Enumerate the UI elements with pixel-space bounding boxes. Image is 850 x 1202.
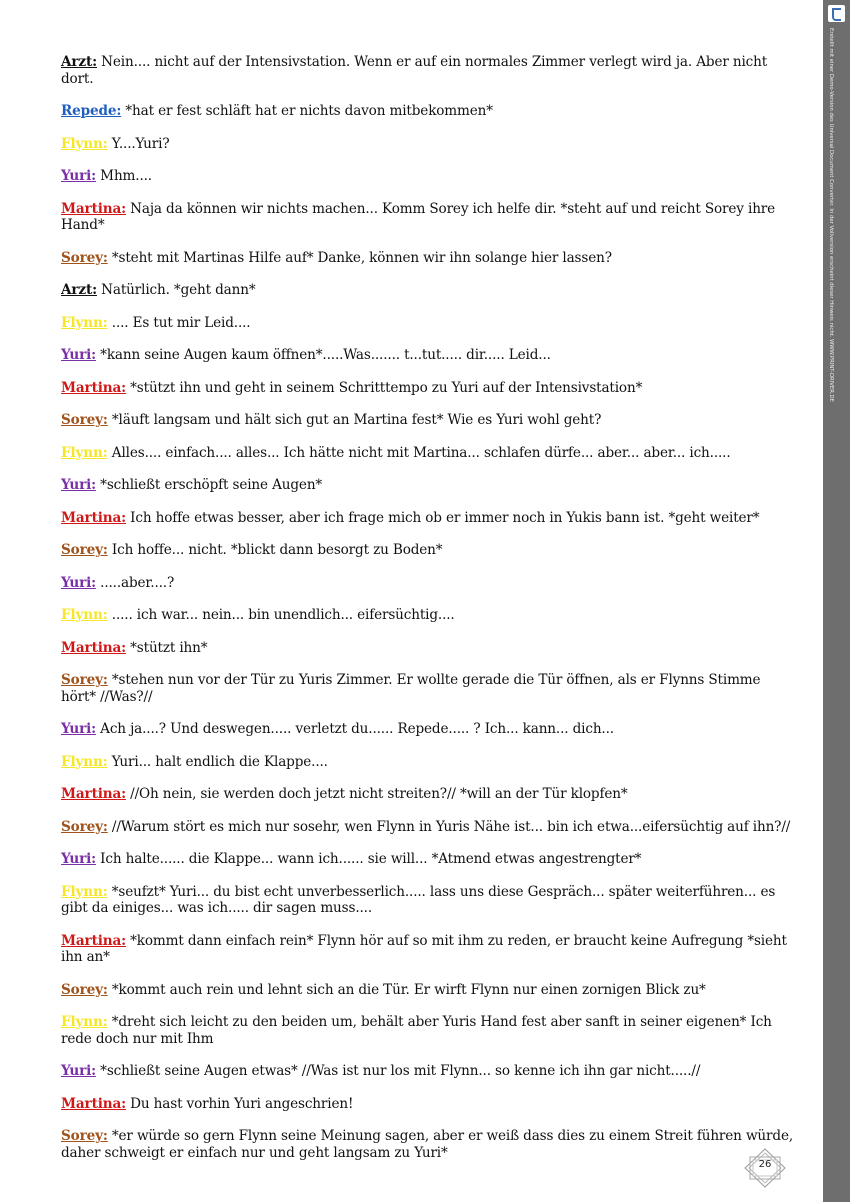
speaker-name: Sorey: bbox=[61, 412, 108, 428]
dialogue-line bbox=[61, 819, 796, 836]
dialogue-text: *stützt ihn und geht in seinem Schritttempo zu Yuri auf der Intensivstation* bbox=[130, 379, 643, 396]
dialogue-line bbox=[61, 510, 796, 527]
speaker-name: Martina: bbox=[61, 379, 126, 396]
dialogue-line bbox=[61, 477, 796, 494]
dialogue-text: *steht mit Martinas Hilfe auf* Danke, können wir ihn solange hier lassen? bbox=[111, 249, 612, 266]
speaker-name: Repede: bbox=[61, 103, 122, 119]
speaker-name: Flynn: bbox=[61, 444, 108, 461]
dialogue-text: //Warum stört es mich nur sosehr, wen Flynn in Yuris Nähe ist... bin ich etwa...eifersüchtig auf ihn?// bbox=[111, 818, 791, 835]
dialogue-line bbox=[61, 982, 796, 999]
dialogue-line bbox=[61, 640, 796, 657]
dialogue-text: ..... ich war... nein... bin unendlich... eifersüchtig.... bbox=[111, 607, 455, 623]
dialogue-text: //Oh nein, sie werden doch jetzt nicht streiten?// *will an der Tür klopfen* bbox=[130, 786, 628, 802]
dialogue-line bbox=[61, 168, 796, 185]
page-number: 26 bbox=[758, 1159, 772, 1170]
dialogue-line bbox=[61, 851, 796, 868]
dialogue-text: *seufzt* Yuri... du bist echt unverbesserlich..... lass uns diese Gespräch... später weiterführen... es gibt da einiges... was ich..... dir sagen muss.... bbox=[61, 883, 776, 916]
speaker-name: Flynn: bbox=[61, 607, 108, 623]
dialogue-text: *schließt seine Augen etwas* //Was ist nur los mit Flynn... so kenne ich ihn gar nicht.....// bbox=[100, 1063, 701, 1079]
dialogue-line bbox=[61, 754, 796, 771]
dialogue-text: Ach ja....? Und deswegen..... verletzt du...... Repede..... ? Ich... kann... dich... bbox=[100, 721, 614, 737]
speaker-name: Martina: bbox=[61, 786, 126, 802]
speaker-name: Sorey: bbox=[61, 1128, 108, 1144]
dialogue-line bbox=[61, 445, 796, 462]
dialogue-text: *schließt erschöpft seine Augen* bbox=[100, 477, 323, 493]
dialogue-line bbox=[61, 1063, 796, 1080]
dialogue-text: *er würde so gern Flynn seine Meinung sagen, aber er weiß dass dies zu einem Streit führen würde, daher schweigt er einfach nur und geht langsam zu Yuri* bbox=[61, 1128, 794, 1161]
speaker-name: Martina: bbox=[61, 639, 126, 656]
dialogue-text: Ich hoffe etwas besser, aber ich frage mich ob er immer noch in Yukis bann ist. *geht weiter* bbox=[130, 509, 760, 526]
demo-notice: Erstellt mit einer Demo-Version des Universal Document Converter. In der Vollversion erscheint dieser Hinweis nicht. WWW.PRINT-DRIVER.DE bbox=[828, 28, 834, 402]
converter-logo-icon bbox=[828, 5, 845, 22]
speaker-name: Sorey: bbox=[61, 672, 108, 688]
speaker-name: Martina: bbox=[61, 200, 126, 217]
speaker-name: Flynn: bbox=[61, 135, 108, 152]
speaker-name: Arzt: bbox=[61, 54, 97, 70]
dialogue-text: *dreht sich leicht zu den beiden um, behält aber Yuris Hand fest aber sanft in seiner eigenen* Ich rede doch nur mit Ihm bbox=[61, 1014, 772, 1047]
dialogue-text: .... Es tut mir Leid.... bbox=[111, 314, 251, 331]
dialogue-text: Natürlich. *geht dann* bbox=[101, 282, 256, 298]
speaker-name: Martina: bbox=[61, 1095, 126, 1112]
dialogue-line bbox=[61, 103, 796, 120]
dialogue-text: Y....Yuri? bbox=[111, 135, 170, 152]
dialogue-line bbox=[61, 136, 796, 153]
dialogue-text: *kommt auch rein und lehnt sich an die Tür. Er wirft Flynn nur einen zornigen Blick zu* bbox=[111, 981, 706, 998]
dialogue-line bbox=[61, 201, 796, 234]
dialogue-line bbox=[61, 721, 796, 738]
dialogue-text: Mhm.... bbox=[100, 168, 152, 184]
speaker-name: Yuri: bbox=[61, 721, 96, 737]
speaker-name: Yuri: bbox=[61, 1063, 96, 1079]
dialogue-line bbox=[61, 250, 796, 267]
dialogue-text: Ich hoffe... nicht. *blickt dann besorgt zu Boden* bbox=[111, 542, 443, 558]
dialogue-line bbox=[61, 315, 796, 332]
dialogue-content bbox=[61, 54, 796, 1177]
dialogue-line bbox=[61, 884, 796, 917]
dialogue-line bbox=[61, 1014, 796, 1047]
dialogue-line bbox=[61, 1128, 796, 1161]
dialogue-text: *stützt ihn* bbox=[130, 639, 208, 656]
converter-sidebar bbox=[823, 0, 850, 1202]
dialogue-line bbox=[61, 542, 796, 559]
dialogue-line bbox=[61, 607, 796, 624]
dialogue-text: Naja da können wir nichts machen... Komm Sorey ich helfe dir. *steht auf und reicht Sorey ihre Hand* bbox=[61, 200, 776, 233]
dialogue-line bbox=[61, 933, 796, 966]
dialogue-line bbox=[61, 575, 796, 592]
dialogue-text: *hat er fest schläft hat er nichts davon mitbekommen* bbox=[125, 103, 493, 119]
dialogue-text: Du hast vorhin Yuri angeschrien! bbox=[130, 1095, 354, 1112]
speaker-name: Flynn: bbox=[61, 753, 108, 770]
speaker-name: Martina: bbox=[61, 509, 126, 526]
speaker-name: Yuri: bbox=[61, 574, 96, 591]
dialogue-line bbox=[61, 672, 796, 705]
dialogue-line bbox=[61, 54, 796, 87]
speaker-name: Sorey: bbox=[61, 818, 108, 835]
dialogue-text: Yuri... halt endlich die Klappe.... bbox=[111, 753, 328, 770]
dialogue-text: Nein.... nicht auf der Intensivstation. Wenn er auf ein normales Zimmer verlegt wird ja. Aber nicht dort. bbox=[61, 54, 768, 87]
dialogue-text: Alles.... einfach.... alles... Ich hätte nicht mit Martina... schlafen dürfe... aber... aber... ich..... bbox=[111, 444, 731, 461]
speaker-name: Flynn: bbox=[61, 883, 108, 900]
dialogue-text: *stehen nun vor der Tür zu Yuris Zimmer. Er wollte gerade die Tür öffnen, als er Flynns Stimme hört* //Was?// bbox=[61, 672, 761, 705]
dialogue-text: .....aber....? bbox=[100, 574, 175, 591]
dialogue-text: *läuft langsam und hält sich gut an Martina fest* Wie es Yuri wohl geht? bbox=[111, 412, 602, 428]
speaker-name: Yuri: bbox=[61, 168, 96, 184]
dialogue-text: *kann seine Augen kaum öffnen*.....Was....... t...tut..... dir..... Leid... bbox=[100, 347, 551, 363]
speaker-name: Yuri: bbox=[61, 851, 96, 867]
dialogue-line bbox=[61, 347, 796, 364]
dialogue-line bbox=[61, 282, 796, 299]
speaker-name: Arzt: bbox=[61, 282, 97, 298]
dialogue-line bbox=[61, 412, 796, 429]
speaker-name: Flynn: bbox=[61, 1014, 108, 1030]
speaker-name: Sorey: bbox=[61, 249, 108, 266]
dialogue-line bbox=[61, 1096, 796, 1113]
speaker-name: Martina: bbox=[61, 932, 126, 949]
dialogue-text: Ich halte...... die Klappe... wann ich...... sie will... *Atmend etwas angestrengter* bbox=[100, 851, 642, 867]
dialogue-line bbox=[61, 380, 796, 397]
page-number-badge bbox=[744, 1148, 786, 1188]
speaker-name: Flynn: bbox=[61, 314, 108, 331]
speaker-name: Yuri: bbox=[61, 347, 96, 363]
dialogue-text: *kommt dann einfach rein* Flynn hör auf so mit ihm zu reden, er braucht keine Aufregung *sieht ihn an* bbox=[61, 932, 787, 965]
dialogue-line bbox=[61, 786, 796, 803]
speaker-name: Sorey: bbox=[61, 542, 108, 558]
speaker-name: Yuri: bbox=[61, 477, 96, 493]
speaker-name: Sorey: bbox=[61, 981, 108, 998]
